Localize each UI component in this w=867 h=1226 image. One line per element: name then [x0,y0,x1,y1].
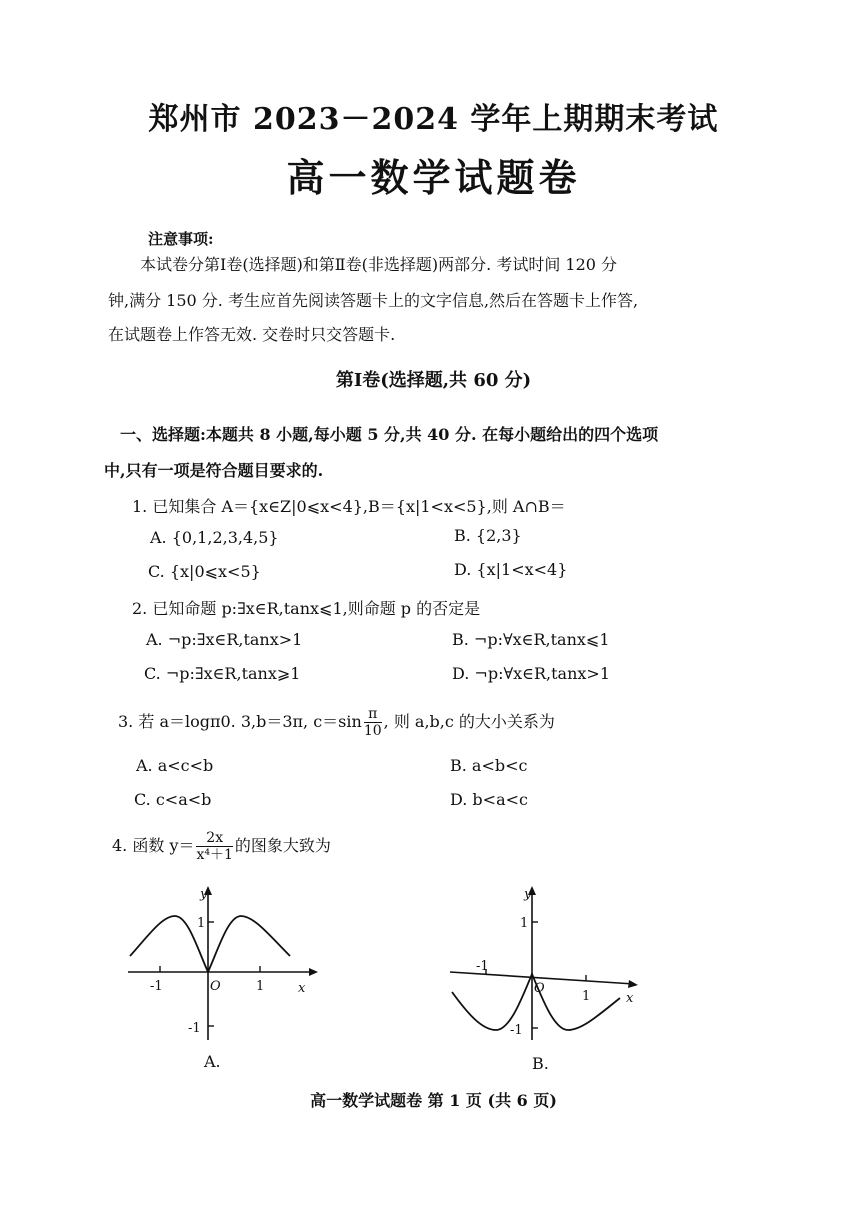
graph-a-y-label: y [200,887,208,902]
graph-b-x-arrow [628,980,638,988]
notice-line-1: 本试卷分第Ⅰ卷(选择题)和第Ⅱ卷(非选择题)两部分. 考试时间 120 分 [140,255,618,274]
graph-b-label-neg-one-y: -1 [510,1023,523,1038]
graph-b [440,880,650,1050]
graph-a-caption: A. [204,1052,221,1071]
q4-fraction [196,830,232,863]
notice-heading: 注意事项: [148,230,214,248]
graph-b-x-label: x [626,991,634,1006]
graph-a-origin-label: O [210,979,221,994]
graph-b-origin-label: O [534,981,545,996]
graph-a-label-neg-one-x: -1 [150,979,163,994]
q4-stem [112,830,331,863]
graph-a [120,880,330,1050]
q3-stem-part-1: 3. 若 a＝logπ0. 3,b＝3π, c＝sin [118,712,362,731]
q1-option-c: C. {x|0⩽x<5} [148,562,261,581]
q2-stem: 2. 已知命题 p:∃x∈R,tanx⩽1,则命题 p 的否定是 [132,599,481,618]
q3-stem-part-2: , 则 a,b,c 的大小关系为 [383,712,555,731]
graph-b-label-one-x: 1 [582,989,591,1004]
q1-option-d: D. {x|1<x<4} [454,560,568,579]
q3-stem [118,706,555,739]
section1-line-2: 中,只有一项是符合题目要求的. [104,461,324,480]
paper-title: 高一数学试题卷 [286,155,581,200]
q4-stem-part-2: 的图象大致为 [234,836,331,855]
graph-b-label-one-y: 1 [520,916,529,931]
q4-fraction-numerator: 2x [196,830,232,847]
q2-option-a: A. ¬p:∃x∈R,tanx>1 [146,630,303,649]
part1-title: 第Ⅰ卷(选择题,共 60 分) [335,370,532,391]
graph-b-caption: B. [532,1054,549,1073]
section1-line-1: 一、选择题:本题共 8 小题,每小题 5 分,共 40 分. 在每小题给出的四个选项 [120,425,659,444]
graph-b-y-label: y [524,887,532,902]
graph-a-label-neg-one-y: -1 [188,1021,201,1036]
q4-stem-part-1: 4. 函数 y＝ [112,836,195,855]
q1-stem: 1. 已知集合 A＝{x∈Z|0⩽x<4},B＝{x|1<x<5},则 A∩B＝ [132,497,566,516]
graph-a-label-one-y: 1 [197,916,206,931]
q3-option-b: B. a<b<c [450,756,528,775]
q3-option-a: A. a<c<b [136,756,214,775]
notice-line-3: 在试题卷上作答无效. 交卷时只交答题卡. [108,325,396,344]
q2-option-c: C. ¬p:∃x∈R,tanx⩾1 [144,664,301,683]
graph-b-label-neg-one-x: -1 [476,959,489,974]
graph-a-label-one-x: 1 [256,979,265,994]
q3-fraction-numerator: π [364,706,382,723]
graph-a-curve [130,916,290,972]
q1-option-b: B. {2,3} [454,526,522,545]
q3-fraction [364,706,382,739]
q3-option-c: C. c<a<b [134,790,212,809]
graph-a-x-arrow [309,968,318,976]
q4-fraction-denominator: x⁴＋1 [196,847,233,863]
q2-option-d: D. ¬p:∀x∈R,tanx>1 [452,664,611,683]
page-footer: 高一数学试题卷 第 1 页 (共 6 页) [310,1091,557,1110]
graph-a-x-label: x [298,981,306,996]
notice-line-2: 钟,满分 150 分. 考生应首先阅读答题卡上的文字信息,然后在答题卡上作答, [108,291,639,310]
q2-option-b: B. ¬p:∀x∈R,tanx⩽1 [452,630,610,649]
q1-option-a: A. {0,1,2,3,4,5} [150,528,279,547]
q3-fraction-denominator: 10 [363,723,382,739]
q3-option-d: D. b<a<c [450,790,528,809]
exam-title: 郑州市 2023－2024 学年上期期末考试 [148,102,719,137]
